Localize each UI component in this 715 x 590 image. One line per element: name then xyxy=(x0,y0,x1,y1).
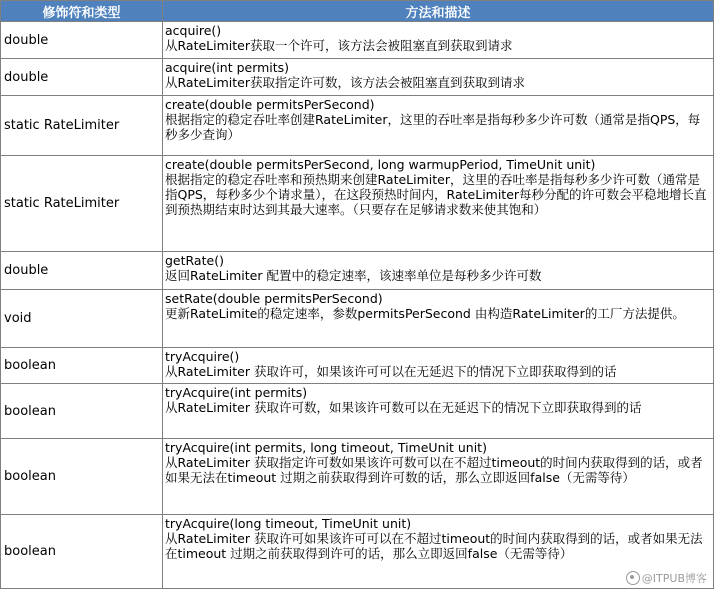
modifier-cell: boolean xyxy=(1,348,163,384)
method-cell xyxy=(163,96,714,156)
table-row xyxy=(1,59,714,96)
header-method: 方法和描述 xyxy=(163,1,714,22)
method-signature: create(double permitsPerSecond) xyxy=(165,97,375,112)
table-row xyxy=(1,96,714,156)
method-cell xyxy=(163,22,714,59)
modifier-cell: boolean xyxy=(1,515,163,589)
method-signature: setRate(double permitsPerSecond) xyxy=(165,291,383,306)
table-row xyxy=(1,348,714,384)
method-signature: tryAcquire() xyxy=(165,349,240,364)
modifier-cell: void xyxy=(1,290,163,348)
table-header-row xyxy=(1,1,714,22)
method-signature: tryAcquire(int permits) xyxy=(165,385,308,400)
table-row xyxy=(1,290,714,348)
table-row xyxy=(1,22,714,59)
method-cell xyxy=(163,252,714,290)
modifier-cell: double xyxy=(1,252,163,290)
method-description: 根据指定的稳定吞吐率创建RateLimiter，这里的吞吐率是指每秒多少许可数（通常是指QPS，每秒多少查询） xyxy=(165,112,701,142)
table-row xyxy=(1,252,714,290)
method-description: 从RateLimiter获取指定许可数，该方法会被阻塞直到获取到请求 xyxy=(165,75,525,90)
method-description: 从RateLimiter 获取许可数，如果该许可数可以在无延迟下的情况下立即获取得到的话 xyxy=(165,400,642,415)
method-description: 返回RateLimiter 配置中的稳定速率，该速率单位是每秒多少许可数 xyxy=(165,268,542,283)
method-cell xyxy=(163,156,714,252)
method-signature: tryAcquire(int permits, long timeout, TimeUnit unit) xyxy=(165,440,487,455)
method-description: 从RateLimiter 获取许可，如果该许可可以在无延迟下的情况下立即获取得到的话 xyxy=(165,364,617,379)
watermark-text: @ITPUB博客 xyxy=(641,572,707,585)
header-modifier: 修饰符和类型 xyxy=(1,1,163,22)
method-cell xyxy=(163,384,714,439)
table-row xyxy=(1,439,714,515)
modifier-cell: double xyxy=(1,22,163,59)
modifier-cell: double xyxy=(1,59,163,96)
table-row xyxy=(1,156,714,252)
method-description: 根据指定的稳定吞吐率和预热期来创建RateLimiter，这里的吞吐率是指每秒多少许可数（通常是指QPS，每秒多少个请求量），在这段预热时间内，RateLimiter每秒分配的许可数会平稳地增长直到预热期结束时达到其最大速率。（只要存在足够请求数来使其饱和） xyxy=(165,172,707,217)
method-cell xyxy=(163,348,714,384)
watermark xyxy=(626,570,707,586)
method-description: 从RateLimiter 获取指定许可数如果该许可数可以在不超过timeout的时间内获取得到的话，或者如果无法在timeout 过期之前获取得到许可数的话，那么立即返回false（无需等待） xyxy=(165,455,703,485)
method-cell xyxy=(163,290,714,348)
modifier-cell: static RateLimiter xyxy=(1,96,163,156)
table-row xyxy=(1,384,714,439)
table-row xyxy=(1,515,714,589)
method-signature: create(double permitsPerSecond, long warmupPeriod, TimeUnit unit) xyxy=(165,157,596,172)
method-signature: acquire(int permits) xyxy=(165,60,290,75)
modifier-cell: boolean xyxy=(1,439,163,515)
method-signature: acquire() xyxy=(165,23,222,38)
method-description: 从RateLimiter 获取许可如果该许可可以在不超过timeout的时间内获取得到的话，或者如果无法在timeout 过期之前获取得到许可的话，那么立即返回false（无需等待） xyxy=(165,531,703,561)
method-signature: tryAcquire(long timeout, TimeUnit unit) xyxy=(165,516,412,531)
method-cell xyxy=(163,439,714,515)
method-description: 更新RateLimite的稳定速率，参数permitsPerSecond 由构造RateLimiter的工厂方法提供。 xyxy=(165,306,685,321)
method-description: 从RateLimiter获取一个许可，该方法会被阻塞直到获取到请求 xyxy=(165,38,513,53)
modifier-cell: boolean xyxy=(1,384,163,439)
method-cell xyxy=(163,59,714,96)
itpub-logo-icon xyxy=(626,571,640,585)
modifier-cell: static RateLimiter xyxy=(1,156,163,252)
method-signature: getRate() xyxy=(165,253,224,268)
